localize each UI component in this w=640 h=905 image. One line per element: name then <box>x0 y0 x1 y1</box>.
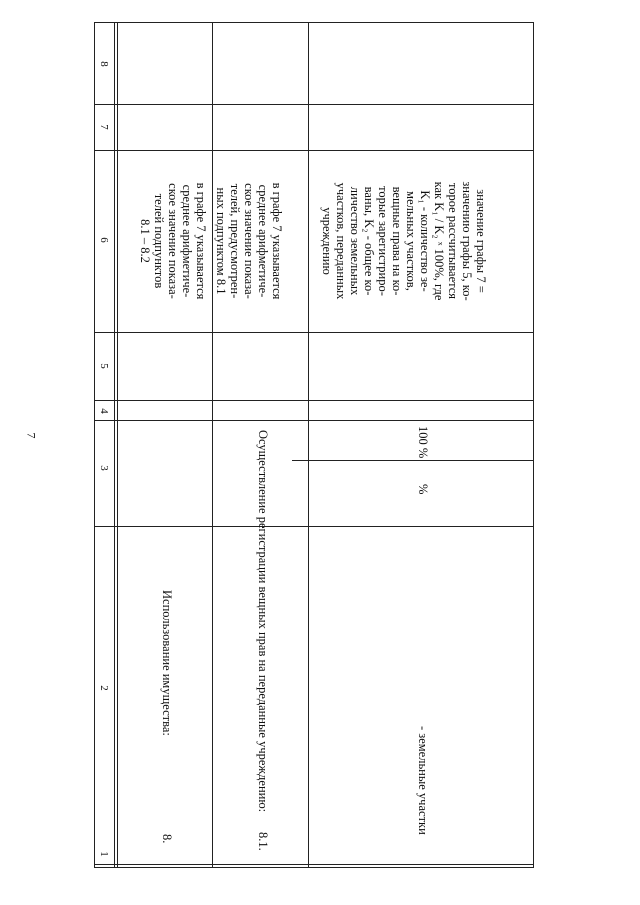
row-land-col4: 100 % <box>416 426 430 459</box>
col-header-3: 3 <box>98 465 110 471</box>
col-header-8: 8 <box>98 61 110 67</box>
col-header-4: 4 <box>98 408 110 414</box>
row-8-1-num: 8.1. <box>256 832 270 851</box>
col-header-5: 5 <box>98 363 110 369</box>
page-number: 7 <box>24 432 39 439</box>
col-header-6: 6 <box>98 237 110 243</box>
row-land-col6: значение графы 7 = значению графы 5, ко- торое рассчитывается как K₁ / K₂ ˣ 100%, где K₁ - количество зе- мельных участков, вещные права на ко- торые зарегистриро- ваны, K₂ - общее ко- личество земельных участков, переданных учреждению <box>320 181 488 301</box>
row-8-title: Использование имущества: <box>160 590 174 736</box>
row-8-1-col6: в графе 7 указывается среднее арифметиче- ское значение показа- телей, предусмотрен- ных подпунктом 8.1 <box>214 182 284 300</box>
row-land-title: - земельные участки <box>416 726 430 835</box>
row-8-col6: в графе 7 указывается среднее арифметиче- ское значение показа- телей подпунктов 8.1 – 8.2 <box>138 182 208 300</box>
rotated-table <box>94 22 534 868</box>
col-header-1: 1 <box>98 851 110 857</box>
row-8-1-title: Осуществление регистрации вещных прав на переданные учреждению: <box>256 430 270 813</box>
col-header-2: 2 <box>98 685 110 691</box>
row-land-col3: % <box>416 484 430 495</box>
col-header-7: 7 <box>98 124 110 130</box>
row-8-num: 8. <box>160 834 174 844</box>
